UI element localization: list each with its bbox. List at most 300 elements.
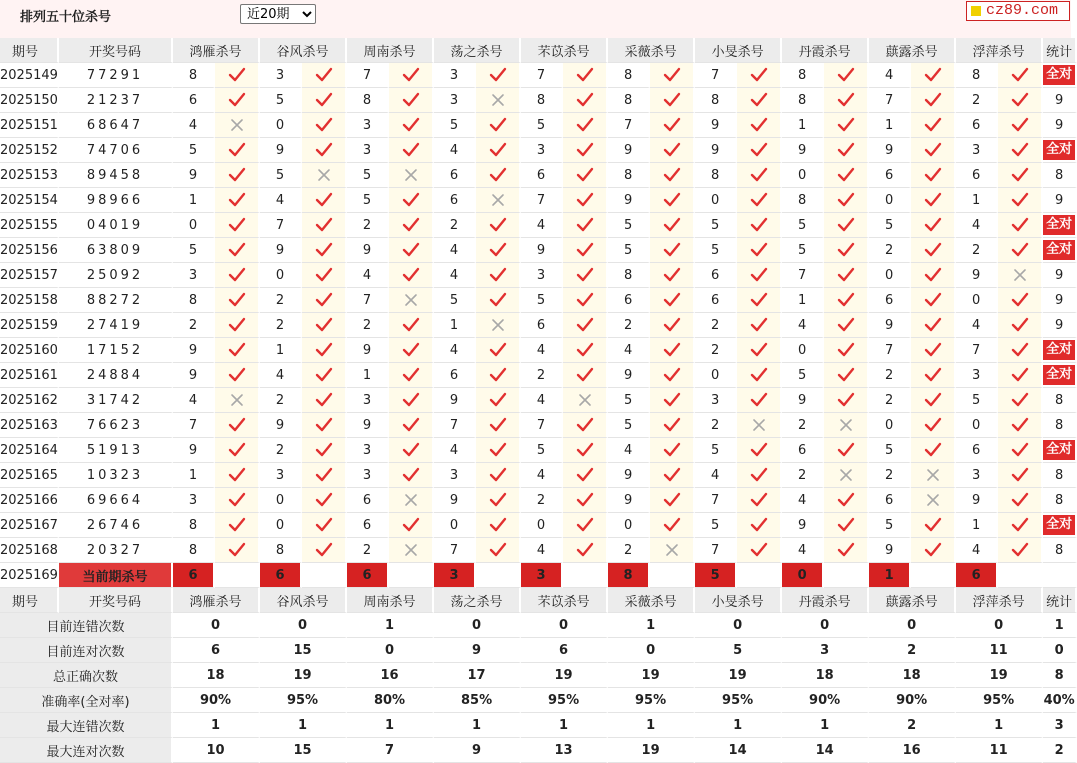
table-row [0, 513, 1077, 538]
draw-number: 68647 [59, 113, 173, 138]
kill-number: 7 [260, 213, 302, 238]
cross-icon [576, 392, 594, 408]
kill-number: 0 [695, 363, 737, 388]
correct-mark [998, 538, 1043, 563]
correct-mark [998, 513, 1043, 538]
table-row [0, 163, 1077, 188]
correct-mark [302, 363, 347, 388]
table-row [0, 538, 1077, 563]
correct-mark [737, 438, 782, 463]
check-icon [489, 242, 507, 258]
cross-icon [402, 292, 420, 308]
current-kill-number: 6 [347, 563, 389, 588]
check-icon [489, 467, 507, 483]
correct-mark [476, 138, 521, 163]
stats-label: 最大连对次数 [0, 738, 173, 763]
check-icon [750, 267, 768, 283]
check-icon [924, 292, 942, 308]
kill-number: 8 [608, 63, 650, 88]
correct-mark [215, 338, 260, 363]
check-icon [1011, 467, 1029, 483]
stats-value: 16 [869, 738, 956, 763]
check-icon [663, 467, 681, 483]
check-icon [228, 342, 246, 358]
kill-number: 2 [695, 338, 737, 363]
check-icon [315, 467, 333, 483]
check-icon [837, 392, 855, 408]
kill-number: 9 [347, 413, 389, 438]
check-icon [924, 192, 942, 208]
kill-number: 2 [782, 463, 824, 488]
kill-number: 9 [869, 313, 911, 338]
draw-number: 31742 [59, 388, 173, 413]
correct-mark [389, 63, 434, 88]
issue-number: 2025164 [0, 438, 59, 463]
issue-number: 2025158 [0, 288, 59, 313]
kill-number: 0 [956, 288, 998, 313]
kill-number: 7 [434, 538, 476, 563]
kill-number: 7 [695, 488, 737, 513]
check-icon [924, 217, 942, 233]
correct-mark [563, 488, 608, 513]
check-icon [228, 442, 246, 458]
kill-number: 9 [260, 138, 302, 163]
kill-number: 6 [956, 163, 998, 188]
check-icon [663, 242, 681, 258]
check-icon [750, 117, 768, 133]
kill-number: 5 [782, 213, 824, 238]
kill-number: 3 [260, 463, 302, 488]
correct-mark [824, 163, 869, 188]
stats-value: 5 [695, 638, 782, 663]
correct-mark [302, 88, 347, 113]
correct-mark [389, 463, 434, 488]
correct-mark [476, 63, 521, 88]
current-kill-number: 8 [608, 563, 650, 588]
check-icon [837, 542, 855, 558]
kill-number: 4 [434, 138, 476, 163]
kill-number: 7 [695, 63, 737, 88]
check-icon [315, 267, 333, 283]
check-icon [576, 292, 594, 308]
correct-mark [998, 113, 1043, 138]
check-icon [228, 367, 246, 383]
check-icon [402, 417, 420, 433]
check-icon [750, 242, 768, 258]
current-kill-blank [563, 563, 608, 588]
kill-number: 5 [695, 213, 737, 238]
kill-number: 0 [956, 413, 998, 438]
correct-mark [998, 138, 1043, 163]
wrong-mark [389, 488, 434, 513]
table-row [0, 388, 1077, 413]
check-icon [1011, 392, 1029, 408]
check-icon [750, 92, 768, 108]
kill-number: 9 [173, 338, 215, 363]
kill-number: 8 [173, 513, 215, 538]
correct-mark [737, 113, 782, 138]
stats-value: 90% [782, 688, 869, 713]
check-icon [228, 192, 246, 208]
check-icon [1011, 492, 1029, 508]
check-icon [228, 492, 246, 508]
check-icon [315, 517, 333, 533]
kill-number: 2 [608, 313, 650, 338]
kill-number: 0 [869, 413, 911, 438]
cross-icon [489, 192, 507, 208]
kill-number: 4 [608, 338, 650, 363]
correct-mark [911, 338, 956, 363]
kill-number: 7 [521, 63, 563, 88]
kill-number: 9 [869, 538, 911, 563]
check-icon [402, 242, 420, 258]
issue-number: 2025157 [0, 263, 59, 288]
kill-number: 2 [608, 538, 650, 563]
correct-mark [998, 313, 1043, 338]
wrong-mark [824, 463, 869, 488]
kill-number: 9 [173, 363, 215, 388]
kill-number: 4 [956, 313, 998, 338]
stat-cell: 9 [1043, 288, 1077, 313]
stats-value: 0 [260, 613, 347, 638]
kill-number: 8 [173, 63, 215, 88]
cross-icon [402, 542, 420, 558]
check-icon [750, 392, 768, 408]
check-icon [663, 192, 681, 208]
correct-mark [302, 338, 347, 363]
correct-mark [911, 313, 956, 338]
check-icon [315, 142, 333, 158]
kill-number: 0 [782, 163, 824, 188]
correct-mark [302, 488, 347, 513]
column-header: 鸿雁杀号 [173, 38, 260, 63]
correct-mark [389, 363, 434, 388]
check-icon [402, 392, 420, 408]
correct-mark [650, 63, 695, 88]
correct-mark [302, 438, 347, 463]
check-icon [576, 242, 594, 258]
correct-mark [824, 388, 869, 413]
correct-mark [389, 263, 434, 288]
check-icon [837, 367, 855, 383]
check-icon [402, 192, 420, 208]
issue-number: 2025167 [0, 513, 59, 538]
check-icon [576, 142, 594, 158]
kill-number: 2 [869, 363, 911, 388]
correct-mark [215, 238, 260, 263]
stats-value: 8 [1043, 663, 1077, 688]
check-icon [315, 242, 333, 258]
stats-value: 18 [782, 663, 869, 688]
kill-number: 4 [869, 63, 911, 88]
correct-mark [824, 63, 869, 88]
stats-value: 14 [695, 738, 782, 763]
check-icon [924, 367, 942, 383]
kill-number: 1 [782, 113, 824, 138]
correct-mark [737, 163, 782, 188]
kill-number: 8 [521, 88, 563, 113]
correct-mark [998, 338, 1043, 363]
all-correct-badge: 全对 [1043, 140, 1075, 160]
kill-number: 7 [869, 338, 911, 363]
check-icon [750, 292, 768, 308]
period-select[interactable] [240, 4, 316, 24]
table-row [0, 63, 1077, 88]
correct-mark [824, 88, 869, 113]
correct-mark [389, 413, 434, 438]
stats-value: 0 [521, 613, 608, 638]
kill-number: 6 [869, 488, 911, 513]
check-icon [576, 467, 594, 483]
correct-mark [650, 388, 695, 413]
draw-number: 26746 [59, 513, 173, 538]
stats-value: 0 [173, 613, 260, 638]
correct-mark [911, 113, 956, 138]
kill-number: 6 [521, 313, 563, 338]
issue-number: 2025156 [0, 238, 59, 263]
current-kill-blank [389, 563, 434, 588]
kill-number: 0 [260, 263, 302, 288]
correct-mark [215, 263, 260, 288]
correct-mark [476, 388, 521, 413]
all-correct-badge: 全对 [1043, 215, 1075, 235]
kill-number: 4 [608, 438, 650, 463]
check-icon [750, 192, 768, 208]
kill-number: 9 [956, 263, 998, 288]
kill-number: 9 [608, 138, 650, 163]
check-icon [402, 317, 420, 333]
kill-number: 5 [173, 138, 215, 163]
correct-mark [650, 313, 695, 338]
check-icon [1011, 417, 1029, 433]
kill-number: 4 [347, 263, 389, 288]
correct-mark [737, 388, 782, 413]
stats-value: 14 [782, 738, 869, 763]
kill-number: 4 [521, 538, 563, 563]
correct-mark [302, 188, 347, 213]
check-icon [315, 92, 333, 108]
cross-icon [1011, 267, 1029, 283]
current-kill-number: 6 [173, 563, 215, 588]
check-icon [228, 467, 246, 483]
correct-mark [389, 313, 434, 338]
stats-row [0, 613, 1077, 638]
check-icon [663, 267, 681, 283]
correct-mark [737, 363, 782, 388]
check-icon [576, 542, 594, 558]
check-icon [228, 92, 246, 108]
draw-number: 98966 [59, 188, 173, 213]
kill-number: 4 [782, 313, 824, 338]
check-icon [576, 417, 594, 433]
kill-number: 6 [869, 288, 911, 313]
stats-value: 1 [695, 713, 782, 738]
kill-number: 0 [695, 188, 737, 213]
kill-number: 3 [173, 488, 215, 513]
logo-square-icon [971, 6, 981, 16]
issue-number: 2025154 [0, 188, 59, 213]
kill-number: 9 [347, 238, 389, 263]
kill-number: 8 [782, 63, 824, 88]
wrong-mark [476, 188, 521, 213]
check-icon [315, 417, 333, 433]
stats-value: 85% [434, 688, 521, 713]
kill-number: 0 [869, 188, 911, 213]
column-header: 小旻杀号 [695, 38, 782, 63]
site-logo[interactable] [966, 1, 1070, 21]
column-header: 丹霞杀号 [782, 38, 869, 63]
issue-number: 2025161 [0, 363, 59, 388]
kill-number: 2 [434, 213, 476, 238]
correct-mark [650, 238, 695, 263]
kill-number: 5 [521, 438, 563, 463]
check-icon [228, 292, 246, 308]
check-icon [1011, 442, 1029, 458]
kill-number: 7 [695, 538, 737, 563]
correct-mark [302, 513, 347, 538]
table-row [0, 213, 1077, 238]
check-icon [315, 292, 333, 308]
page-title: 排列五十位杀号 [20, 10, 112, 25]
check-icon [924, 542, 942, 558]
draw-number: 17152 [59, 338, 173, 363]
check-icon [837, 342, 855, 358]
kill-number: 6 [173, 88, 215, 113]
issue-number: 2025168 [0, 538, 59, 563]
draw-number: 25092 [59, 263, 173, 288]
kill-number: 5 [434, 113, 476, 138]
kill-number: 3 [434, 88, 476, 113]
kill-number: 3 [347, 438, 389, 463]
correct-mark [737, 263, 782, 288]
correct-mark [302, 388, 347, 413]
stats-value: 95% [695, 688, 782, 713]
stats-label: 目前连错次数 [0, 613, 173, 638]
column-header: 周南杀号 [347, 588, 434, 613]
check-icon [228, 542, 246, 558]
correct-mark [737, 313, 782, 338]
check-icon [663, 492, 681, 508]
stats-value: 17 [434, 663, 521, 688]
check-icon [402, 142, 420, 158]
kill-number: 6 [434, 163, 476, 188]
current-kill-blank [824, 563, 869, 588]
correct-mark [824, 213, 869, 238]
kill-number: 5 [608, 413, 650, 438]
kill-number: 3 [521, 138, 563, 163]
check-icon [489, 392, 507, 408]
stats-value: 11 [956, 738, 1043, 763]
correct-mark [911, 163, 956, 188]
check-icon [663, 67, 681, 83]
kill-number: 1 [173, 188, 215, 213]
correct-mark [476, 288, 521, 313]
kill-number: 9 [695, 113, 737, 138]
stats-value: 7 [347, 738, 434, 763]
correct-mark [302, 138, 347, 163]
stats-value: 0 [695, 613, 782, 638]
correct-mark [737, 238, 782, 263]
correct-mark [476, 263, 521, 288]
kill-number: 9 [695, 138, 737, 163]
stats-value: 0 [956, 613, 1043, 638]
wrong-mark [650, 538, 695, 563]
correct-mark [911, 413, 956, 438]
correct-mark [824, 313, 869, 338]
check-icon [837, 117, 855, 133]
correct-mark [737, 88, 782, 113]
stats-value: 6 [521, 638, 608, 663]
check-icon [663, 342, 681, 358]
correct-mark [911, 63, 956, 88]
check-icon [489, 67, 507, 83]
check-icon [663, 292, 681, 308]
kill-number: 7 [347, 288, 389, 313]
check-icon [315, 117, 333, 133]
check-icon [315, 392, 333, 408]
kill-number: 8 [695, 163, 737, 188]
check-icon [1011, 92, 1029, 108]
draw-number: 27419 [59, 313, 173, 338]
all-correct-badge: 全对 [1043, 240, 1075, 260]
kill-number: 8 [173, 288, 215, 313]
check-icon [837, 167, 855, 183]
correct-mark [215, 213, 260, 238]
correct-mark [911, 88, 956, 113]
correct-mark [302, 288, 347, 313]
correct-mark [998, 63, 1043, 88]
correct-mark [998, 188, 1043, 213]
kill-number: 0 [521, 513, 563, 538]
stats-value: 1 [782, 713, 869, 738]
correct-mark [215, 163, 260, 188]
stats-value: 0 [782, 613, 869, 638]
kill-number-table [0, 38, 1077, 763]
check-icon [1011, 342, 1029, 358]
kill-number: 4 [782, 488, 824, 513]
kill-number: 7 [782, 263, 824, 288]
draw-number: 76623 [59, 413, 173, 438]
correct-mark [911, 438, 956, 463]
stat-cell: 8 [1043, 463, 1077, 488]
kill-number: 4 [434, 438, 476, 463]
kill-number: 5 [869, 438, 911, 463]
kill-number: 2 [260, 438, 302, 463]
kill-number: 0 [260, 488, 302, 513]
issue-number: 2025150 [0, 88, 59, 113]
check-icon [750, 317, 768, 333]
correct-mark [563, 163, 608, 188]
kill-number: 8 [347, 88, 389, 113]
check-icon [837, 67, 855, 83]
kill-number: 5 [347, 163, 389, 188]
kill-number: 2 [521, 363, 563, 388]
correct-mark [650, 213, 695, 238]
check-icon [663, 442, 681, 458]
check-icon [663, 217, 681, 233]
column-header: 期号 [0, 588, 59, 613]
check-icon [228, 417, 246, 433]
table-row [0, 488, 1077, 513]
correct-mark [824, 288, 869, 313]
column-header: 统计 [1043, 588, 1077, 613]
correct-mark [737, 288, 782, 313]
top-bar [0, 0, 1071, 38]
kill-number: 6 [956, 438, 998, 463]
stats-value: 6 [173, 638, 260, 663]
stat-cell: 9 [1043, 188, 1077, 213]
draw-number: 21237 [59, 88, 173, 113]
